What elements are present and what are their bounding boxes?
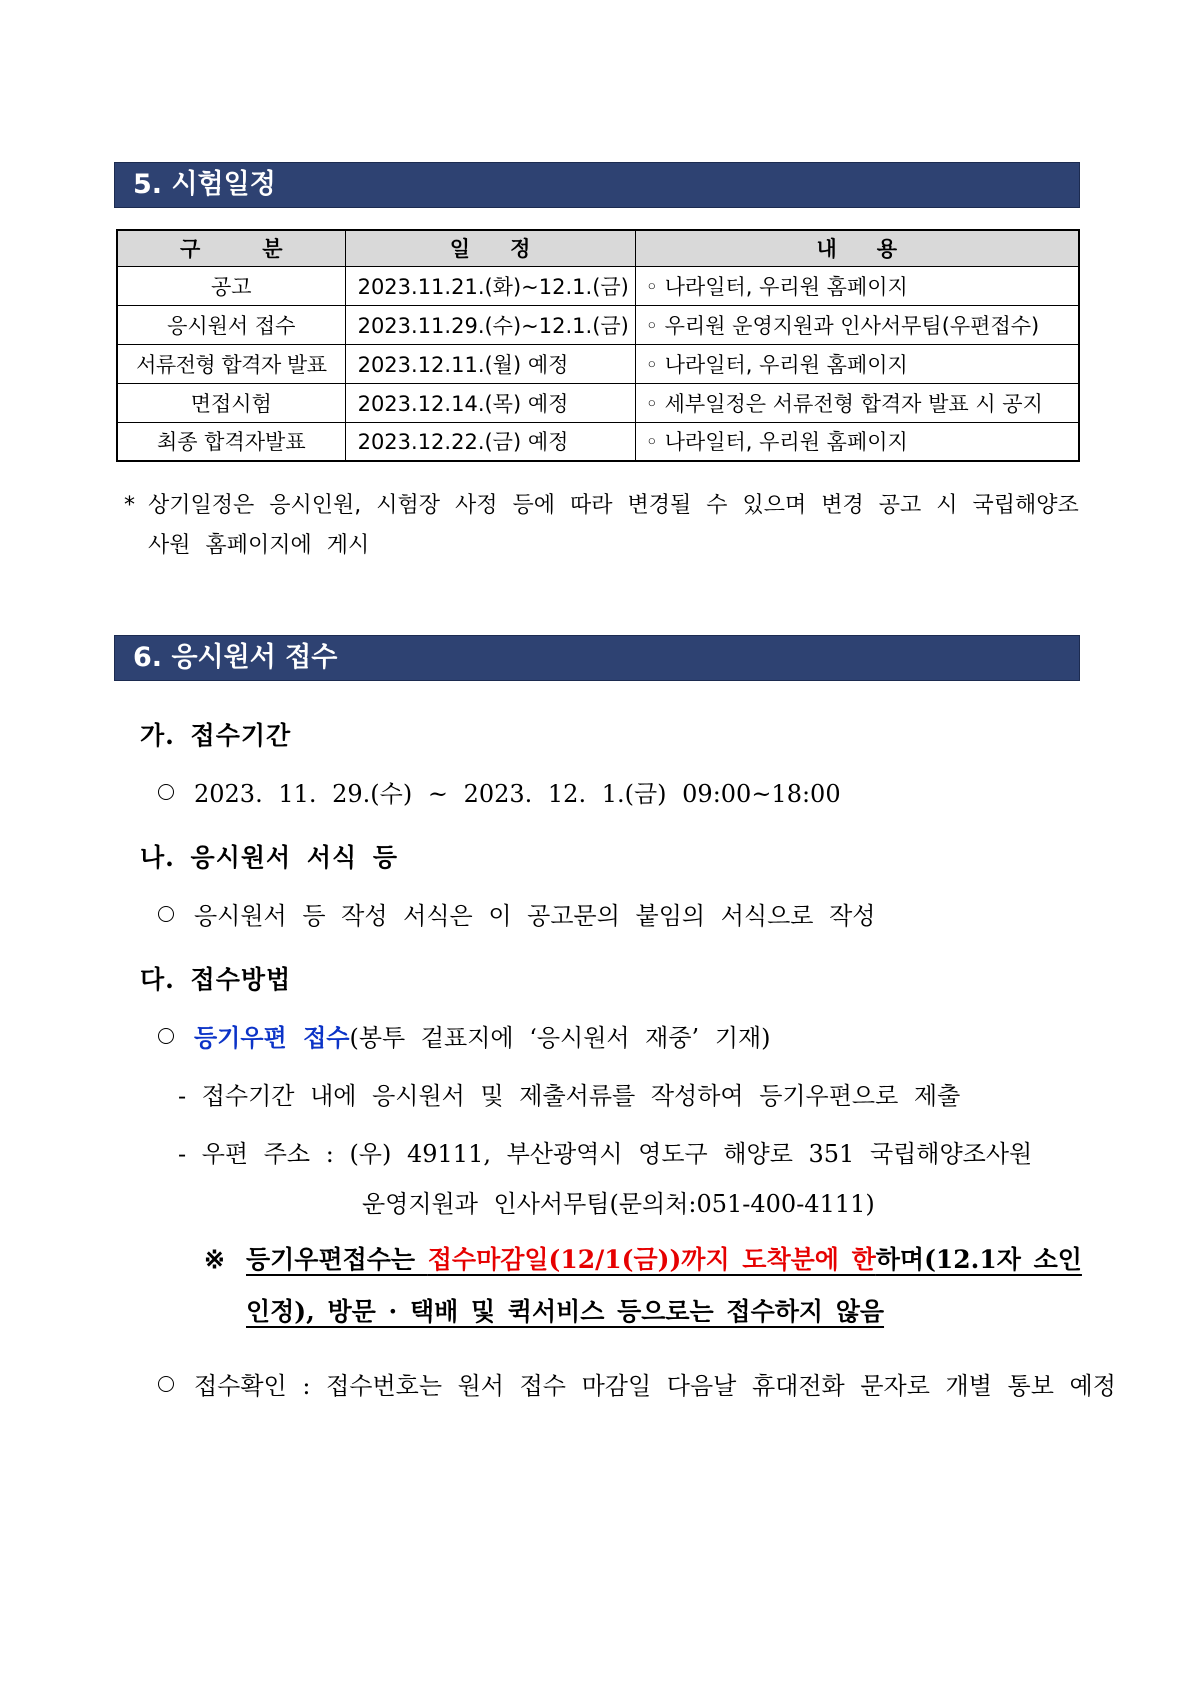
table-row	[117, 422, 1079, 461]
header-content: 내용	[635, 230, 1079, 266]
row-category: 응시원서 접수	[117, 305, 345, 344]
header-category: 구분	[117, 230, 345, 266]
warning-note	[204, 1234, 1086, 1338]
row-schedule: 2023.11.21.(화)~12.1.(금)	[345, 266, 635, 305]
schedule-note	[124, 486, 1084, 566]
period-text: 2023. 11. 29.(수) ~ 2023. 12. 1.(금) 09:00~18:00	[194, 780, 841, 808]
row-category: 최종 합격자발표	[117, 422, 345, 461]
form-text: 응시원서 등 작성 서식은 이 공고문의 붙임의 서식으로 작성	[194, 902, 876, 930]
table-row	[117, 305, 1079, 344]
table-header-row	[117, 230, 1079, 266]
header-schedule: 일정	[345, 230, 635, 266]
confirm-text: 접수확인 : 접수번호는 원서 접수 마감일 다음날 휴대전화 문자로 개별 통보 예정	[194, 1372, 1116, 1400]
row-schedule: 2023.11.29.(수)~12.1.(금)	[345, 305, 635, 344]
exam-schedule-table	[116, 229, 1080, 462]
section-5-title: 5. 시험일정	[133, 169, 276, 200]
method-dash-submit: - 접수기간 내에 응시원서 및 제출서류를 작성하여 등기우편으로 제출	[178, 1082, 961, 1110]
row-schedule: 2023.12.11.(월) 예정	[345, 344, 635, 383]
method-dash-address: - 우편 주소 : (우) 49111, 부산광역시 영도구 해양로 351 국립해양조사원	[178, 1140, 1033, 1168]
row-content: ◦ 나라일터, 우리원 홈페이지	[635, 344, 1079, 383]
warning-text-part1: 등기우편접수는	[246, 1245, 428, 1274]
row-schedule: 2023.12.14.(목) 예정	[345, 383, 635, 422]
row-schedule: 2023.12.22.(금) 예정	[345, 422, 635, 461]
subheading-method: 다. 접수방법	[140, 965, 292, 994]
row-content: ◦ 나라일터, 우리원 홈페이지	[635, 266, 1079, 305]
circle-bullet-icon	[158, 1376, 174, 1392]
row-category: 서류전형 합격자 발표	[117, 344, 345, 383]
row-content: ◦ 세부일정은 서류전형 합격자 발표 시 공지	[635, 383, 1079, 422]
section-5-header	[114, 162, 1080, 208]
subheading-form: 나. 응시원서 서식 등	[140, 843, 399, 872]
circle-bullet-icon	[158, 784, 174, 800]
table-row	[117, 344, 1079, 383]
warning-text	[246, 1234, 1086, 1338]
method-rest-text: (봉투 겉표지에 ‘응시원서 재중’ 기재)	[349, 1024, 771, 1052]
table-row	[117, 383, 1079, 422]
note-asterisk: *	[124, 493, 135, 518]
circle-bullet-icon	[158, 906, 174, 922]
row-category: 공고	[117, 266, 345, 305]
method-item	[158, 1018, 771, 1053]
form-item	[158, 896, 875, 931]
circle-bullet-icon	[158, 1028, 174, 1044]
row-content: ◦ 우리원 운영지원과 인사서무팀(우편접수)	[635, 305, 1079, 344]
row-content: ◦ 나라일터, 우리원 홈페이지	[635, 422, 1079, 461]
note-text: 상기일정은 응시인원, 시험장 사정 등에 따라 변경될 수 있으며 변경 공고 시 국립해양조사원 홈페이지에 게시	[148, 493, 1079, 558]
section-6-title: 6. 응시원서 접수	[133, 642, 338, 673]
section-6-header	[114, 635, 1080, 681]
subheading-period: 가. 접수기간	[140, 721, 292, 750]
warning-text-part2: 하며(12.1자 소인 인정), 방문 · 택배 및 퀵서비스 등으로는 접수하지 않음	[246, 1245, 1082, 1326]
reference-mark-icon: ※	[204, 1245, 225, 1274]
method-address-cont: 운영지원과 인사서무팀(문의처:051-400-4111)	[362, 1190, 875, 1218]
table-row	[117, 266, 1079, 305]
row-category: 면접시험	[117, 383, 345, 422]
period-item	[158, 774, 841, 809]
warning-deadline: 접수마감일(12/1(금))까지 도착분에 한	[427, 1245, 876, 1274]
confirm-item	[158, 1366, 1116, 1401]
registered-mail-highlight: 등기우편 접수	[194, 1023, 350, 1052]
